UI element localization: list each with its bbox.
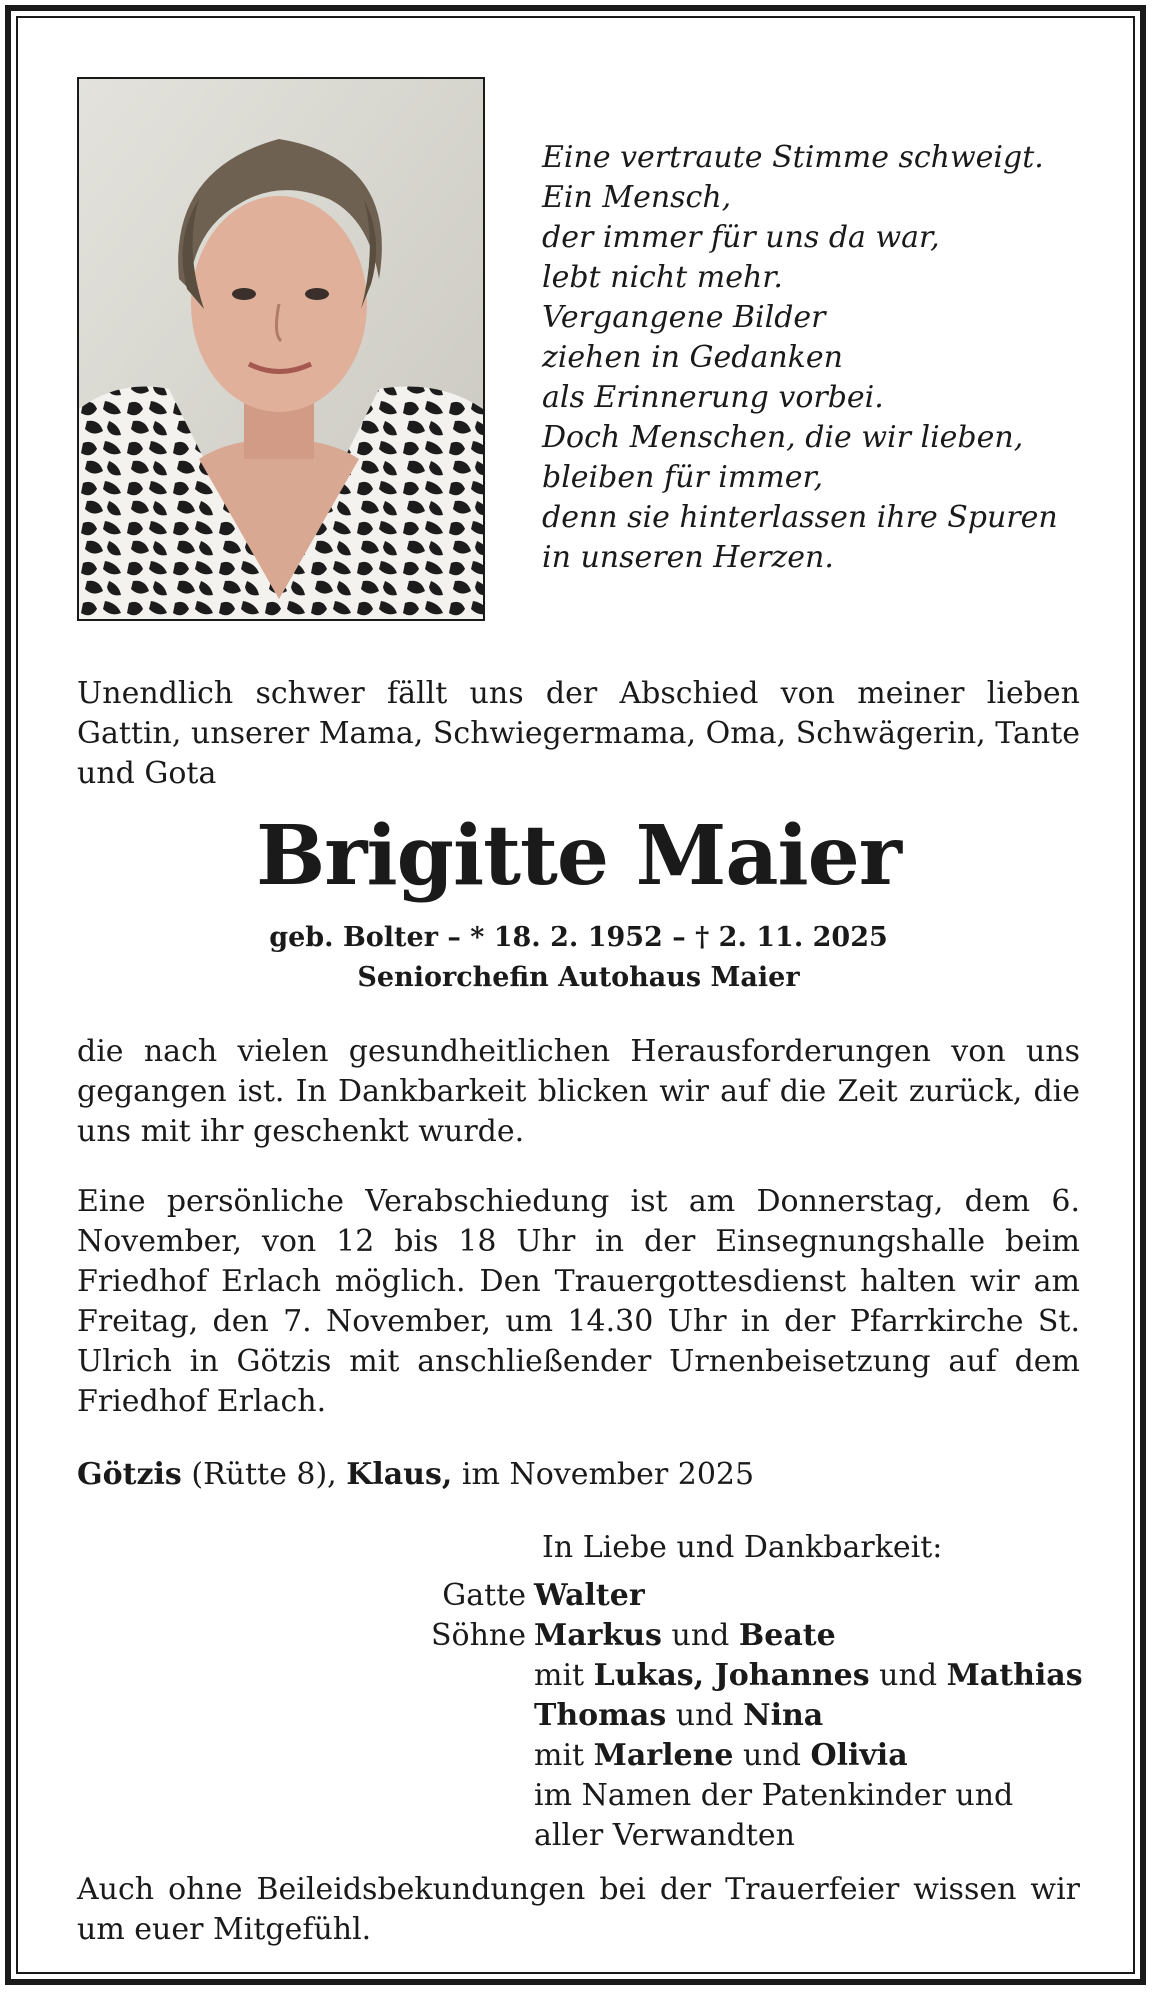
poem-line: Vergangene Bilder [542,300,826,335]
mourner-name: Thomas [534,1698,667,1733]
poem [542,138,1102,578]
role-label: Söhne [430,1618,526,1653]
place-date: im November 2025 [461,1457,755,1492]
conjunction: und [743,1738,801,1773]
role-label: Gatte [442,1578,526,1613]
poem-line: ziehen in Gedanken [542,340,843,375]
poem-line: bleiben für immer, [542,460,824,495]
mourner-name: Mathias [946,1658,1083,1693]
mourner-row [300,1816,1100,1856]
deceased-dates: geb. Bolter – * 18. 2. 1952 – † 2. 11. 2025 [269,922,888,953]
mourner-name: Olivia [810,1738,908,1773]
mourner-name: Markus [534,1618,662,1653]
portrait-illustration [79,79,483,619]
place-town-1: Götzis [77,1457,182,1492]
poem-line: der immer für uns da war, [542,220,940,255]
portrait-photo [77,77,485,621]
deceased-title: Seniorchefin Autohaus Maier [357,962,800,993]
mourner-row [300,1656,1100,1696]
poem-line: Ein Mensch, [542,180,732,215]
deceased-name: Brigitte Maier [255,808,902,904]
mourner-row [300,1776,1100,1816]
place-date-line [77,1455,754,1495]
closing-paragraph: Auch ohne Beileidsbekundungen bei der Trauerfeier wissen wir um euer Mitgefühl. [77,1872,1080,1947]
mourner-name: Nina [743,1698,824,1733]
poem-line: Eine vertraute Stimme schweigt. [542,140,1044,175]
conjunction: und [879,1658,938,1693]
signoff: In Liebe und Dankbarkeit: [542,1530,943,1565]
mourner-name: Lukas, Johannes [593,1658,870,1693]
paragraph-passing: die nach vielen gesundheitlichen Herausforderungen von uns gegangen ist. In Dankbarkeit blicken wir auf die Zeit zurück, die uns mit ihr geschenkt wurde. [77,1034,1080,1149]
relatives-line: aller Verwandten [534,1818,795,1853]
conjunction: und [671,1618,730,1653]
paragraph-funeral: Eine persönliche Verabschiedung ist am Donnerstag, dem 6. November, von 12 bis 18 Uhr in der Einsegnungshalle beim Friedhof Erlach möglich. Den Trauergottesdienst halten wir am Freitag, den 7. November, um 14.30 Uhr in der Pfarrkirche St. Ulrich in Götzis mit anschließender Urnenbeisetzung auf dem Friedhof Erlach. [77,1184,1080,1419]
mourner-name: Walter [534,1578,645,1613]
mourner-row [300,1696,1100,1736]
place-town-2: Klaus, [346,1457,453,1492]
mourners-list [300,1576,1100,1856]
poem-line: Doch Menschen, die wir lieben, [542,420,1024,455]
poem-line: denn sie hinterlassen ihre Spuren [542,500,1058,535]
poem-line: in unseren Herzen. [542,540,834,575]
mourner-row [300,1736,1100,1776]
mourner-row [300,1616,1100,1656]
godchildren-line: im Namen der Patenkinder und [534,1778,1014,1813]
conjunction: und [675,1698,734,1733]
poem-line: lebt nicht mehr. [542,260,783,295]
poem-line: als Erinnerung vorbei. [542,380,884,415]
preposition: mit [534,1658,585,1693]
intro-paragraph: Unendlich schwer fällt uns der Abschied von meiner lieben Gattin, unserer Mama, Schwiegermama, Oma, Schwägerin, Tante und Gota [77,676,1080,791]
mourner-row [300,1576,1100,1616]
place-address: (Rütte 8), [191,1457,337,1492]
mourner-name: Beate [738,1618,836,1653]
mourner-name: Marlene [593,1738,734,1773]
preposition: mit [534,1738,585,1773]
